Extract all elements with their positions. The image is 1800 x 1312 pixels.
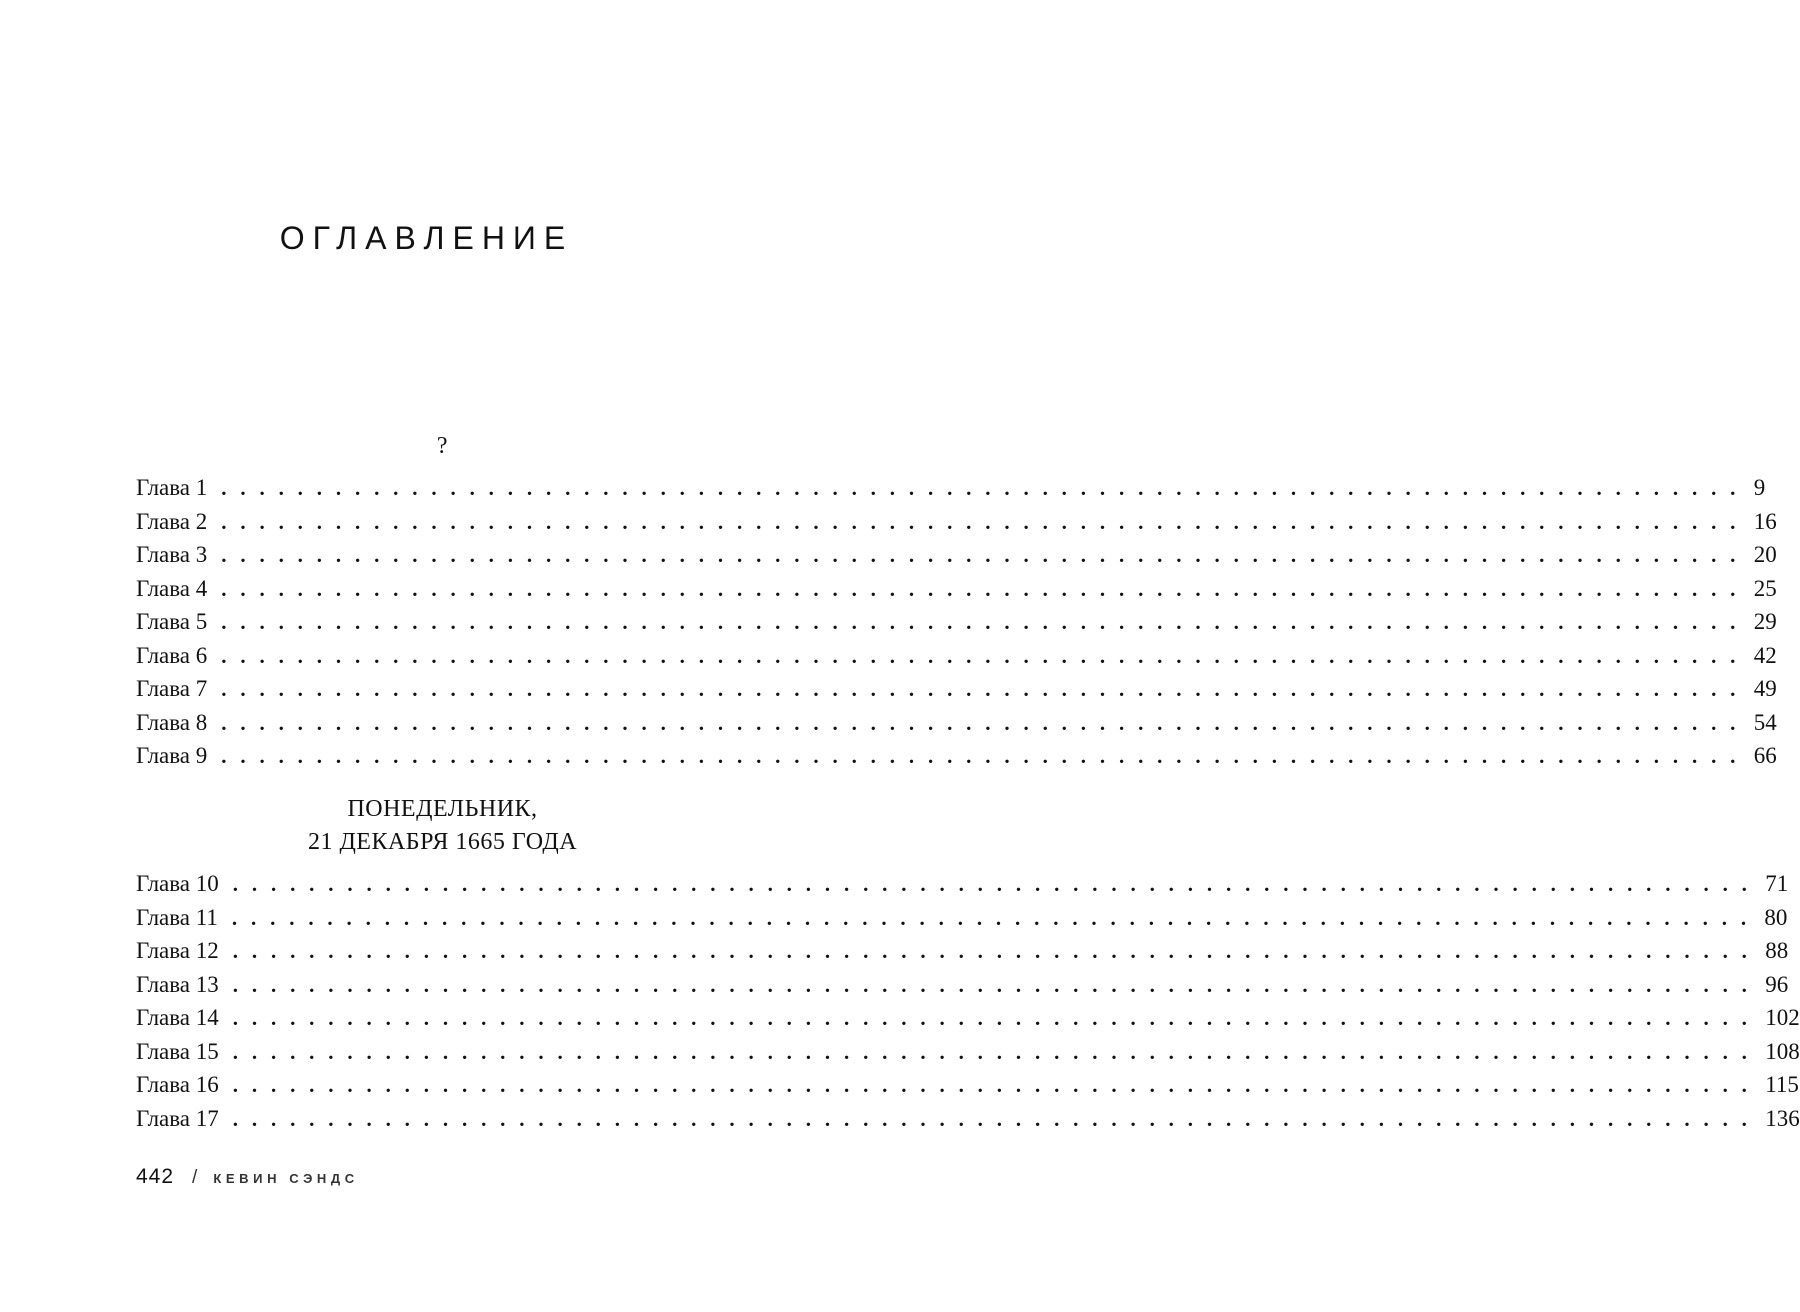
page-reference: 66: [1753, 743, 1777, 768]
toc-entry[interactable]: [136, 639, 1777, 673]
dot-leader: . . . . . . . . . . . . . . . . . . . . . . . . . . . . . . . . . . . . . . . . . . . . . . . . . . . . . . . . . . . . . . . . . . . . . . . . . . . . . . . .: [221, 744, 1740, 768]
page-reference: 9: [1753, 475, 1766, 500]
dot-leader: . . . . . . . . . . . . . . . . . . . . . . . . . . . . . . . . . . . . . . . . . . . . . . . . . . . . . . . . . . . . . . . . . . . . . . . . . . . . . . . .: [221, 476, 1740, 500]
chapter-title: Глава 15: [136, 1038, 219, 1064]
page-reference: 29: [1753, 609, 1777, 634]
toc-entry[interactable]: [136, 739, 1777, 773]
chapter-title: Глава 4: [136, 575, 208, 601]
part-heading: [0, 793, 885, 859]
running-footer: [136, 1165, 359, 1189]
page-reference: 25: [1753, 575, 1777, 601]
dot-leader: . . . . . . . . . . . . . . . . . . . . . . . . . . . . . . . . . . . . . . . . . . . . . . . . . . . . . . . . . . . . . . . . . . . . . . . . . . . . . . . .: [221, 543, 1740, 567]
part-heading: [0, 430, 885, 463]
page-reference: 88: [1765, 938, 1789, 963]
page-reference: 16: [1753, 508, 1777, 534]
toc-entry[interactable]: [136, 901, 1788, 935]
dot-leader: . . . . . . . . . . . . . . . . . . . . . . . . . . . . . . . . . . . . . . . . . . . . . . . . . . . . . . . . . . . . . . . . . . . . . . . . . . . . . . . .: [232, 1106, 1752, 1131]
dot-leader: . . . . . . . . . . . . . . . . . . . . . . . . . . . . . . . . . . . . . . . . . . . . . . . . . . . . . . . . . . . . . . . . . . . . . . . . . . . . . . . .: [221, 710, 1740, 735]
toc-entry[interactable]: [136, 471, 1766, 505]
page-reference: 136: [1765, 1105, 1800, 1131]
dot-leader: . . . . . . . . . . . . . . . . . . . . . . . . . . . . . . . . . . . . . . . . . . . . . . . . . . . . . . . . . . . . . . . . . . . . . . . . . . . . . . . .: [221, 576, 1740, 601]
toc-entry[interactable]: [136, 934, 1789, 968]
part-heading-line: ?: [436, 433, 449, 459]
dot-leader: . . . . . . . . . . . . . . . . . . . . . . . . . . . . . . . . . . . . . . . . . . . . . . . . . . . . . . . . . . . . . . . . . . . . . . . . . . . . . . . .: [232, 1006, 1752, 1030]
page-reference: 108: [1765, 1038, 1800, 1064]
dot-leader: . . . . . . . . . . . . . . . . . . . . . . . . . . . . . . . . . . . . . . . . . . . . . . . . . . . . . . . . . . . . . . . . . . . . . . . . . . . . . . . .: [221, 677, 1740, 701]
chapter-title: Глава 13: [136, 971, 219, 997]
toc-entry[interactable]: [136, 1068, 1799, 1102]
dot-leader: . . . . . . . . . . . . . . . . . . . . . . . . . . . . . . . . . . . . . . . . . . . . . . . . . . . . . . . . . . . . . . . . . . . . . . . . . . . . . . . .: [232, 1073, 1752, 1097]
toc-entry[interactable]: [136, 1102, 1800, 1136]
footer-separator: /: [192, 1167, 198, 1188]
toc-entry[interactable]: [136, 1001, 1800, 1035]
chapter-title: Глава 11: [136, 904, 218, 930]
chapter-title: Глава 17: [136, 1105, 219, 1131]
chapter-title: Глава 14: [136, 1005, 219, 1030]
page-title: ОГЛАВЛЕНИЕ: [279, 220, 574, 256]
chapter-title: Глава 3: [136, 542, 208, 567]
toc-entry[interactable]: [136, 672, 1777, 706]
chapter-title: Глава 2: [136, 508, 208, 534]
page-number: 442: [136, 1165, 175, 1188]
toc-entry[interactable]: [136, 538, 1777, 572]
chapter-title: Глава 10: [136, 871, 219, 896]
part-heading-line: 21 ДЕКАБРЯ 1665 ГОДА: [307, 829, 578, 855]
toc-entry[interactable]: [136, 1035, 1800, 1069]
dot-leader: . . . . . . . . . . . . . . . . . . . . . . . . . . . . . . . . . . . . . . . . . . . . . . . . . . . . . . . . . . . . . . . . . . . . . . . . . . . . . . . .: [221, 610, 1740, 634]
toc-list: [136, 867, 1800, 1135]
toc-entry[interactable]: [136, 968, 1789, 1002]
chapter-title: Глава 9: [136, 743, 208, 768]
toc-entry[interactable]: [136, 605, 1777, 639]
chapter-title: Глава 16: [136, 1072, 219, 1097]
page-reference: 54: [1753, 709, 1777, 735]
toc-entry[interactable]: [136, 572, 1777, 606]
dot-leader: . . . . . . . . . . . . . . . . . . . . . . . . . . . . . . . . . . . . . . . . . . . . . . . . . . . . . . . . . . . . . . . . . . . . . . . . . . . . . . . .: [232, 939, 1752, 963]
chapter-title: Глава 5: [136, 609, 208, 634]
running-author: КЕВИН СЭНДС: [213, 1171, 359, 1186]
page-reference: 102: [1765, 1005, 1800, 1030]
part-heading-line: ПОНЕДЕЛЬНИК,: [347, 796, 538, 822]
chapter-title: Глава 12: [136, 938, 219, 963]
dot-leader: . . . . . . . . . . . . . . . . . . . . . . . . . . . . . . . . . . . . . . . . . . . . . . . . . . . . . . . . . . . . . . . . . . . . . . . . . . . . . . . .: [232, 972, 1752, 997]
chapter-title: Глава 8: [136, 709, 208, 735]
dot-leader: . . . . . . . . . . . . . . . . . . . . . . . . . . . . . . . . . . . . . . . . . . . . . . . . . . . . . . . . . . . . . . . . . . . . . . . . . . . . . . . .: [232, 872, 1752, 896]
toc-list: [136, 471, 1777, 773]
page-reference: 42: [1753, 642, 1777, 668]
dot-leader: . . . . . . . . . . . . . . . . . . . . . . . . . . . . . . . . . . . . . . . . . . . . . . . . . . . . . . . . . . . . . . . . . . . . . . . . . . . . . . . .: [232, 1039, 1752, 1064]
page-reference: 115: [1765, 1072, 1799, 1097]
page-reference: 71: [1765, 871, 1789, 896]
dot-leader: . . . . . . . . . . . . . . . . . . . . . . . . . . . . . . . . . . . . . . . . . . . . . . . . . . . . . . . . . . . . . . . . . . . . . . . . . . . . . . . .: [231, 905, 1751, 930]
page-reference: 49: [1753, 676, 1777, 701]
dot-leader: . . . . . . . . . . . . . . . . . . . . . . . . . . . . . . . . . . . . . . . . . . . . . . . . . . . . . . . . . . . . . . . . . . . . . . . . . . . . . . . .: [221, 509, 1740, 534]
page-reference: 96: [1765, 971, 1789, 997]
toc-entry[interactable]: [136, 867, 1789, 901]
toc-entry[interactable]: [136, 505, 1777, 539]
chapter-title: Глава 7: [136, 676, 208, 701]
toc-entry[interactable]: [136, 706, 1777, 740]
chapter-title: Глава 1: [136, 475, 208, 500]
page-reference: 80: [1764, 904, 1788, 930]
chapter-title: Глава 6: [136, 642, 208, 668]
page-reference: 20: [1753, 542, 1777, 567]
dot-leader: . . . . . . . . . . . . . . . . . . . . . . . . . . . . . . . . . . . . . . . . . . . . . . . . . . . . . . . . . . . . . . . . . . . . . . . . . . . . . . . .: [221, 643, 1740, 668]
